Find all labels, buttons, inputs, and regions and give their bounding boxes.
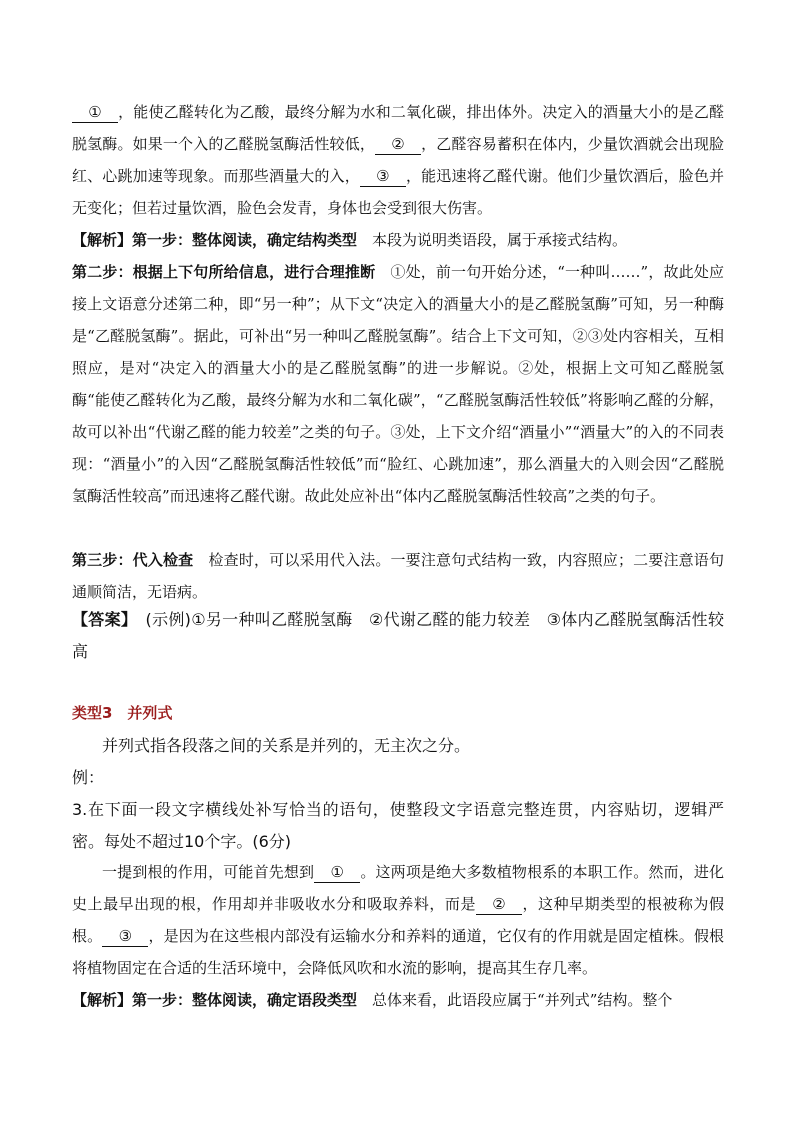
step2-title: 第二步：根据上下句所给信息，进行合理推断 xyxy=(72,263,376,281)
step3-title: 第三步：代入检查 xyxy=(72,551,194,569)
analysis-2-step-1: 【解析】第一步：整体阅读，确定语段类型 总体来看，此语段应属于“并列式”结构。整个 xyxy=(72,991,673,1009)
blank-q3-3[interactable]: ③ xyxy=(102,926,148,947)
blank-q3-1[interactable]: ① xyxy=(314,862,360,883)
question-3: 3.在下面一段文字横线处补写恰当的语句，使整段文字语意完整连贯，内容贴切，逻辑严密。每处不超过10个字。(6分) xyxy=(72,800,724,851)
passage-paragraph-2: 一提到根的作用，可能首先想到 ① 。这两项是绝大多数植物根系的本职工作。然而，进化史上最早出现的根，作用却并非吸收水分和吸取养料，而是 ② ，这种早期类型的根被称为假根。 ③ ，是因为在这些根内部没有运输水分和养料的通道，它仅有的作用就是固定植株。假根将植物固定在合适的生活环境中，会降低风吹和水流的影响，提高其生存几率。 xyxy=(72,863,724,977)
analysis-label: 【解析】 xyxy=(72,231,133,249)
analysis-2-label: 【解析】 xyxy=(72,991,133,1009)
blank-2[interactable]: ② xyxy=(375,134,421,155)
analysis-step-3: 第三步：代入检查 检查时，可以采用代入法。一要注意句式结构一致，内容照应；二要注意语句通顺简洁，无语病。 xyxy=(72,551,724,601)
step1-title: 第一步：整体阅读，确定结构类型 xyxy=(132,231,358,249)
passage-paragraph-1: ① ，能使乙醛转化为乙酸，最终分解为水和二氧化碳，排出体外。决定入的酒量大小的是乙醛脱氢酶。如果一个入的乙醛脱氢酶活性较低， ② ，乙醛容易蓄积在体内，少量饮酒就会出现脸红、心跳加速等现象。而那些酒量大的入， ③ ，能迅速将乙醛代谢。他们少量饮酒后，脸色并无变化；但若过量饮酒，脸色会发青，身体也会受到很大伤害。 xyxy=(72,103,724,217)
example-label: 例： xyxy=(72,768,105,787)
type-3-description: 并列式指各段落之间的关系是并列的，无主次之分。 xyxy=(102,736,471,755)
analysis-2-step1-title: 第一步：整体阅读，确定语段类型 xyxy=(132,991,358,1009)
blank-1[interactable]: ① xyxy=(72,102,118,123)
analysis-step-1: 【解析】第一步：整体阅读，确定结构类型 本段为说明类语段，属于承接式结构。 xyxy=(72,231,628,249)
analysis-step-2: 第二步：根据上下句所给信息，进行合理推断 ①处，前一句开始分述，“一种叫……”，故此处应接上文语意分述第二种，即“另一种”；从下文“决定入的酒量大小的是乙醛脱氢酶”可知，另一种酶是“乙醛脱氢酶”。据此，可补出“另一种叫乙醛脱氢酶”。结合上下文可知，②③处内容相关，互相照应，是对“决定入的酒量大小的是乙醛脱氢酶”的进一步解说。②处，根据上文可知乙醛脱氢酶“能使乙醛转化为乙酸，最终分解为水和二氧化碳”，“乙醛脱氢酶活性较低”将影响乙醛的分解，故可以补出“代谢乙醛的能力较差”之类的句子。③处，上下文介绍“酒量小”“酒量大”的入的不同表现：“酒量小”的入因“乙醛脱氢酶活性较低”而“脸红、心跳加速”，那么酒量大的入则会因“乙醛脱氢酶活性较高”而迅速将乙醛代谢。故此处应补出“体内乙醛脱氢酶活性较高”之类的句子。 xyxy=(72,263,724,505)
answer-paragraph: 【答案】 (示例)①另一种叫乙醛脱氢酶 ②代谢乙醛的能力较差 ③体内乙醛脱氢酶活性较高 xyxy=(72,610,724,661)
answer-label: 【答案】 xyxy=(72,610,130,629)
blank-3[interactable]: ③ xyxy=(360,166,406,187)
type-3-heading: 类型3 并列式 xyxy=(72,704,173,722)
blank-q3-2[interactable]: ② xyxy=(476,894,522,915)
